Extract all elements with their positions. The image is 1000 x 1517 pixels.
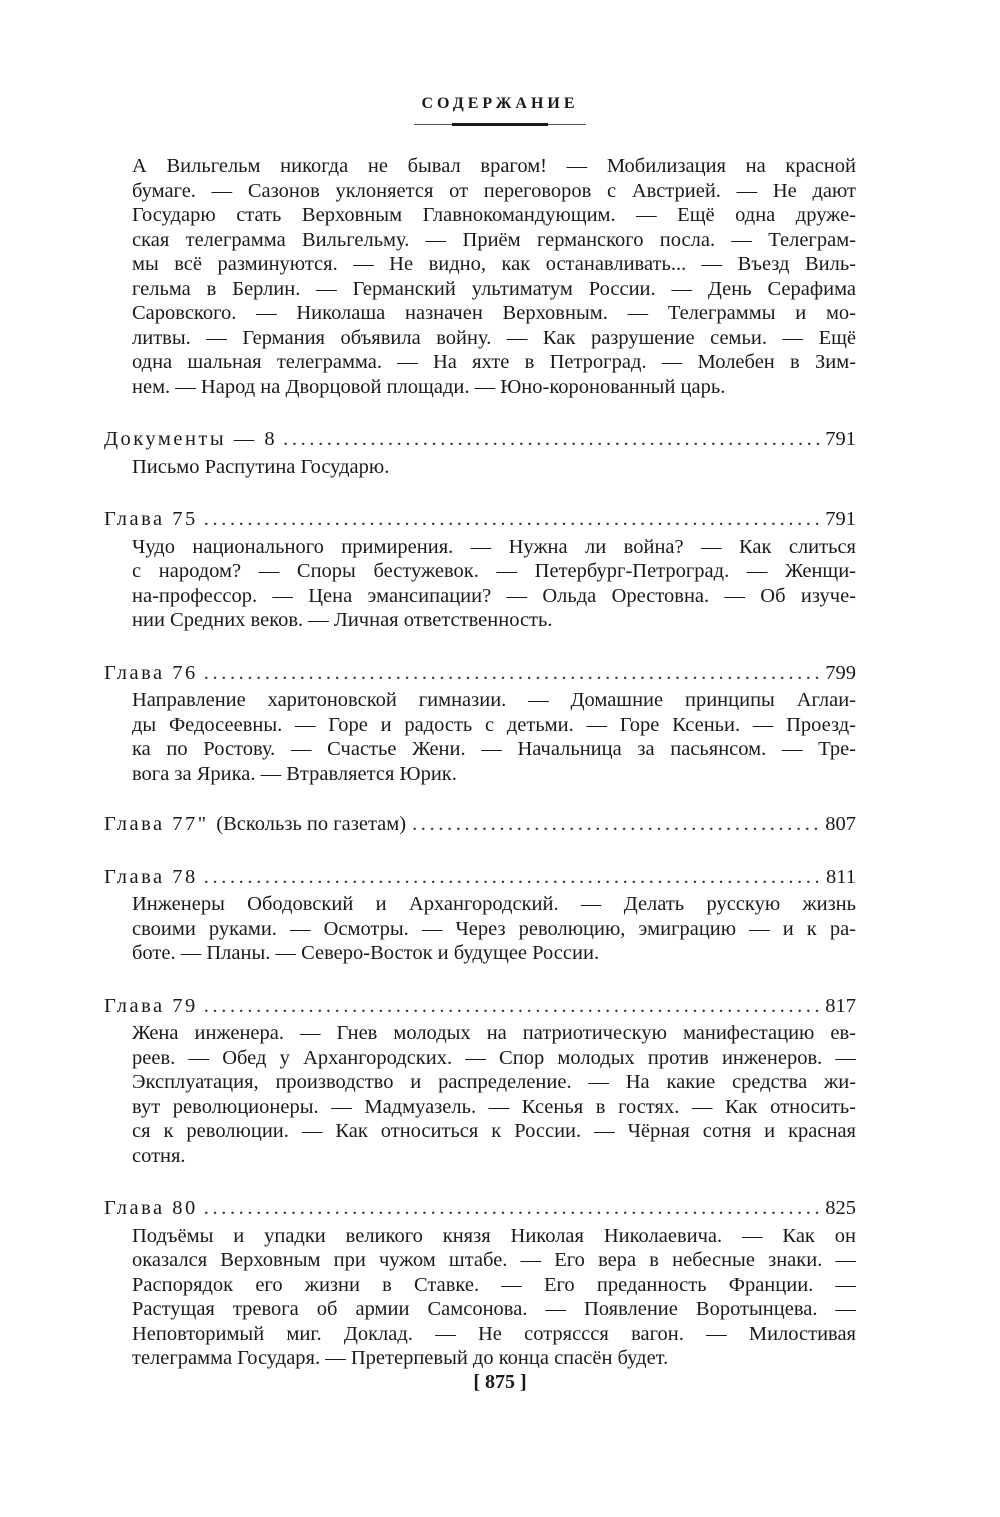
summary-line: Распорядок его жизни в Ставке. — Его преданность Франции. —	[132, 1273, 856, 1296]
toc-entry-label	[104, 994, 198, 1019]
summary-line: А Вильгельм никогда не бывал врагом! — Мобилизация на красной	[132, 155, 856, 177]
toc-entry-subtitle: (Вскользь по газетам)	[216, 813, 407, 835]
toc-entries	[104, 427, 856, 1371]
toc-entry-title: Глава 78	[104, 865, 198, 888]
summary-line: с народом? — Споры бестужевок. — Петербург-Петроград. — Женщи-	[132, 560, 856, 582]
summary-line: бумаге. — Сазонов уклоняется от переговоров с Австрией. — Не дают	[132, 179, 856, 202]
dot-leader	[412, 812, 823, 837]
toc-entry-heading	[104, 865, 856, 890]
toc-entry-page: 807	[825, 813, 856, 835]
dot-leader	[204, 865, 824, 890]
summary-line: оказался Верховным при чужом штабе. — Его вера в небесные знаки. —	[132, 1249, 856, 1271]
summary-line: мы всё разминуются. — Не видно, как останавливать... — Въезд Виль-	[132, 253, 856, 275]
toc-entry-heading	[104, 507, 856, 532]
toc-entry	[104, 994, 856, 1169]
toc-entry-label	[104, 812, 406, 837]
toc-entry-heading	[104, 1196, 856, 1221]
header-rule	[414, 124, 586, 127]
toc-entry-title: Глава 76	[104, 661, 198, 684]
summary-line: нии Средних веков. — Личная ответственность.	[132, 609, 553, 631]
summary-line: ся к революции. — Как относиться к России. — Чёрная сотня и красная	[132, 1120, 856, 1142]
toc-entry	[104, 1196, 856, 1371]
summary-line: одна шальная телеграмма. — На яхте в Петроград. — Молебен в Зим-	[132, 351, 856, 373]
summary-line: ка по Ростову. — Счастье Жени. — Начальница за пасьянсом. — Тре-	[132, 738, 856, 760]
toc-entry-page: 791	[825, 428, 856, 450]
toc-entry-heading	[104, 812, 856, 837]
summary-line: Письмо Распутина Государю.	[132, 455, 390, 478]
summary-line: Государю стать Верховным Главнокомандующим. — Ещё одна друже-	[132, 204, 856, 226]
toc-entry-summary	[132, 535, 856, 633]
summary-line: Эксплуатация, производство и распределение. — На какие средства жи-	[132, 1071, 856, 1093]
dot-leader	[204, 507, 823, 532]
summary-line: сотня.	[132, 1144, 186, 1167]
toc-entry-label	[104, 507, 198, 532]
summary-line: Саровского. — Николаша назначен Верховным. — Телеграммы и мо-	[132, 302, 856, 324]
summary-line: вут революционеры. — Мадмуазель. — Ксенья в гостях. — Как относить-	[132, 1095, 856, 1118]
toc-entry	[104, 507, 856, 633]
toc-entry-title: Глава 75	[104, 508, 198, 530]
summary-line: боте. — Планы. — Северо-Восток и будущее России.	[132, 942, 600, 964]
toc-entry-summary	[132, 892, 856, 966]
toc-entry-page: 811	[826, 865, 856, 888]
toc-entry-summary	[132, 688, 856, 786]
running-header	[0, 95, 1000, 127]
toc-entry-summary	[132, 1021, 856, 1168]
toc-entry-summary	[132, 455, 856, 480]
toc-entry-heading	[104, 427, 856, 452]
summary-line: гельма в Берлин. — Германский ультиматум России. — День Серафима	[132, 277, 856, 300]
toc-entry	[104, 427, 856, 479]
toc-entry-heading	[104, 661, 856, 686]
summary-line: своими руками. — Осмотры. — Через революцию, эмиграцию — и к ра-	[132, 917, 856, 940]
toc-entry-title: Глава 77"	[104, 813, 209, 835]
summary-line: телеграмма Государя. — Претерпевый до конца спасён будет.	[132, 1347, 669, 1369]
toc-entry-page: 799	[825, 661, 856, 684]
toc-entry-label	[104, 865, 198, 890]
intro-summary	[132, 154, 856, 399]
running-header-title: СОДЕРЖАНИЕ	[421, 95, 579, 112]
toc-entry-summary	[132, 1224, 856, 1371]
summary-line: нем. — Народ на Дворцовой площади. — Юно-коронованный царь.	[132, 375, 726, 398]
toc-entry	[104, 812, 856, 837]
summary-line: Неповторимый миг. Доклад. — Не сотряссся вагон. — Милостивая	[132, 1322, 856, 1345]
table-of-contents	[104, 154, 856, 1371]
toc-entry-title: Глава 79	[104, 994, 198, 1017]
page-number: [ 875 ]	[473, 1371, 527, 1393]
toc-entry-page: 791	[825, 508, 856, 530]
toc-entry-label	[104, 427, 277, 452]
toc-entry-label	[104, 1196, 198, 1221]
summary-line: Жена инженера. — Гнев молодых на патриотическую манифестацию ев-	[132, 1022, 856, 1044]
toc-entry-title: Глава 80	[104, 1197, 198, 1219]
summary-line: на-профессор. — Цена эмансипации? — Ольда Орестовна. — Об изуче-	[132, 584, 856, 607]
summary-line: вога за Ярика. — Втравляется Юрик.	[132, 762, 457, 785]
summary-line: ская телеграмма Вильгельму. — Приём германского посла. — Телеграм-	[132, 228, 856, 251]
dot-leader	[204, 994, 823, 1019]
toc-entry	[104, 865, 856, 966]
summary-line: Чудо национального примирения. — Нужна ли война? — Как слиться	[132, 535, 856, 558]
dot-leader	[283, 427, 823, 452]
summary-line: Подъёмы и упадки великого князя Николая Николаевича. — Как он	[132, 1224, 856, 1247]
dot-leader	[204, 1196, 823, 1221]
summary-line: Направление харитоновской гимназии. — Домашние принципы Аглаи-	[132, 689, 856, 711]
toc-entry-heading	[104, 994, 856, 1019]
dot-leader	[204, 661, 823, 686]
header-rule-thick	[452, 123, 548, 126]
toc-entry-page: 817	[825, 994, 856, 1017]
toc-entry	[104, 661, 856, 787]
summary-line: Инженеры Ободовский и Архангородский. — Делать русскую жизнь	[132, 893, 856, 915]
summary-line: ды Федосеевны. — Горе и радость с детьми. — Горе Ксеньи. — Проезд-	[132, 713, 856, 736]
toc-entry-label	[104, 661, 198, 686]
summary-line: реев. — Обед у Архангородских. — Спор молодых против инженеров. —	[132, 1046, 856, 1069]
summary-line: литвы. — Германия объявила войну. — Как разрушение семьи. — Ещё	[132, 326, 856, 349]
summary-line: Растущая тревога об армии Самсонова. — Появление Воротынцева. —	[132, 1298, 856, 1320]
toc-entry-title: Документы — 8	[104, 428, 278, 450]
toc-entry-page: 825	[825, 1197, 856, 1219]
